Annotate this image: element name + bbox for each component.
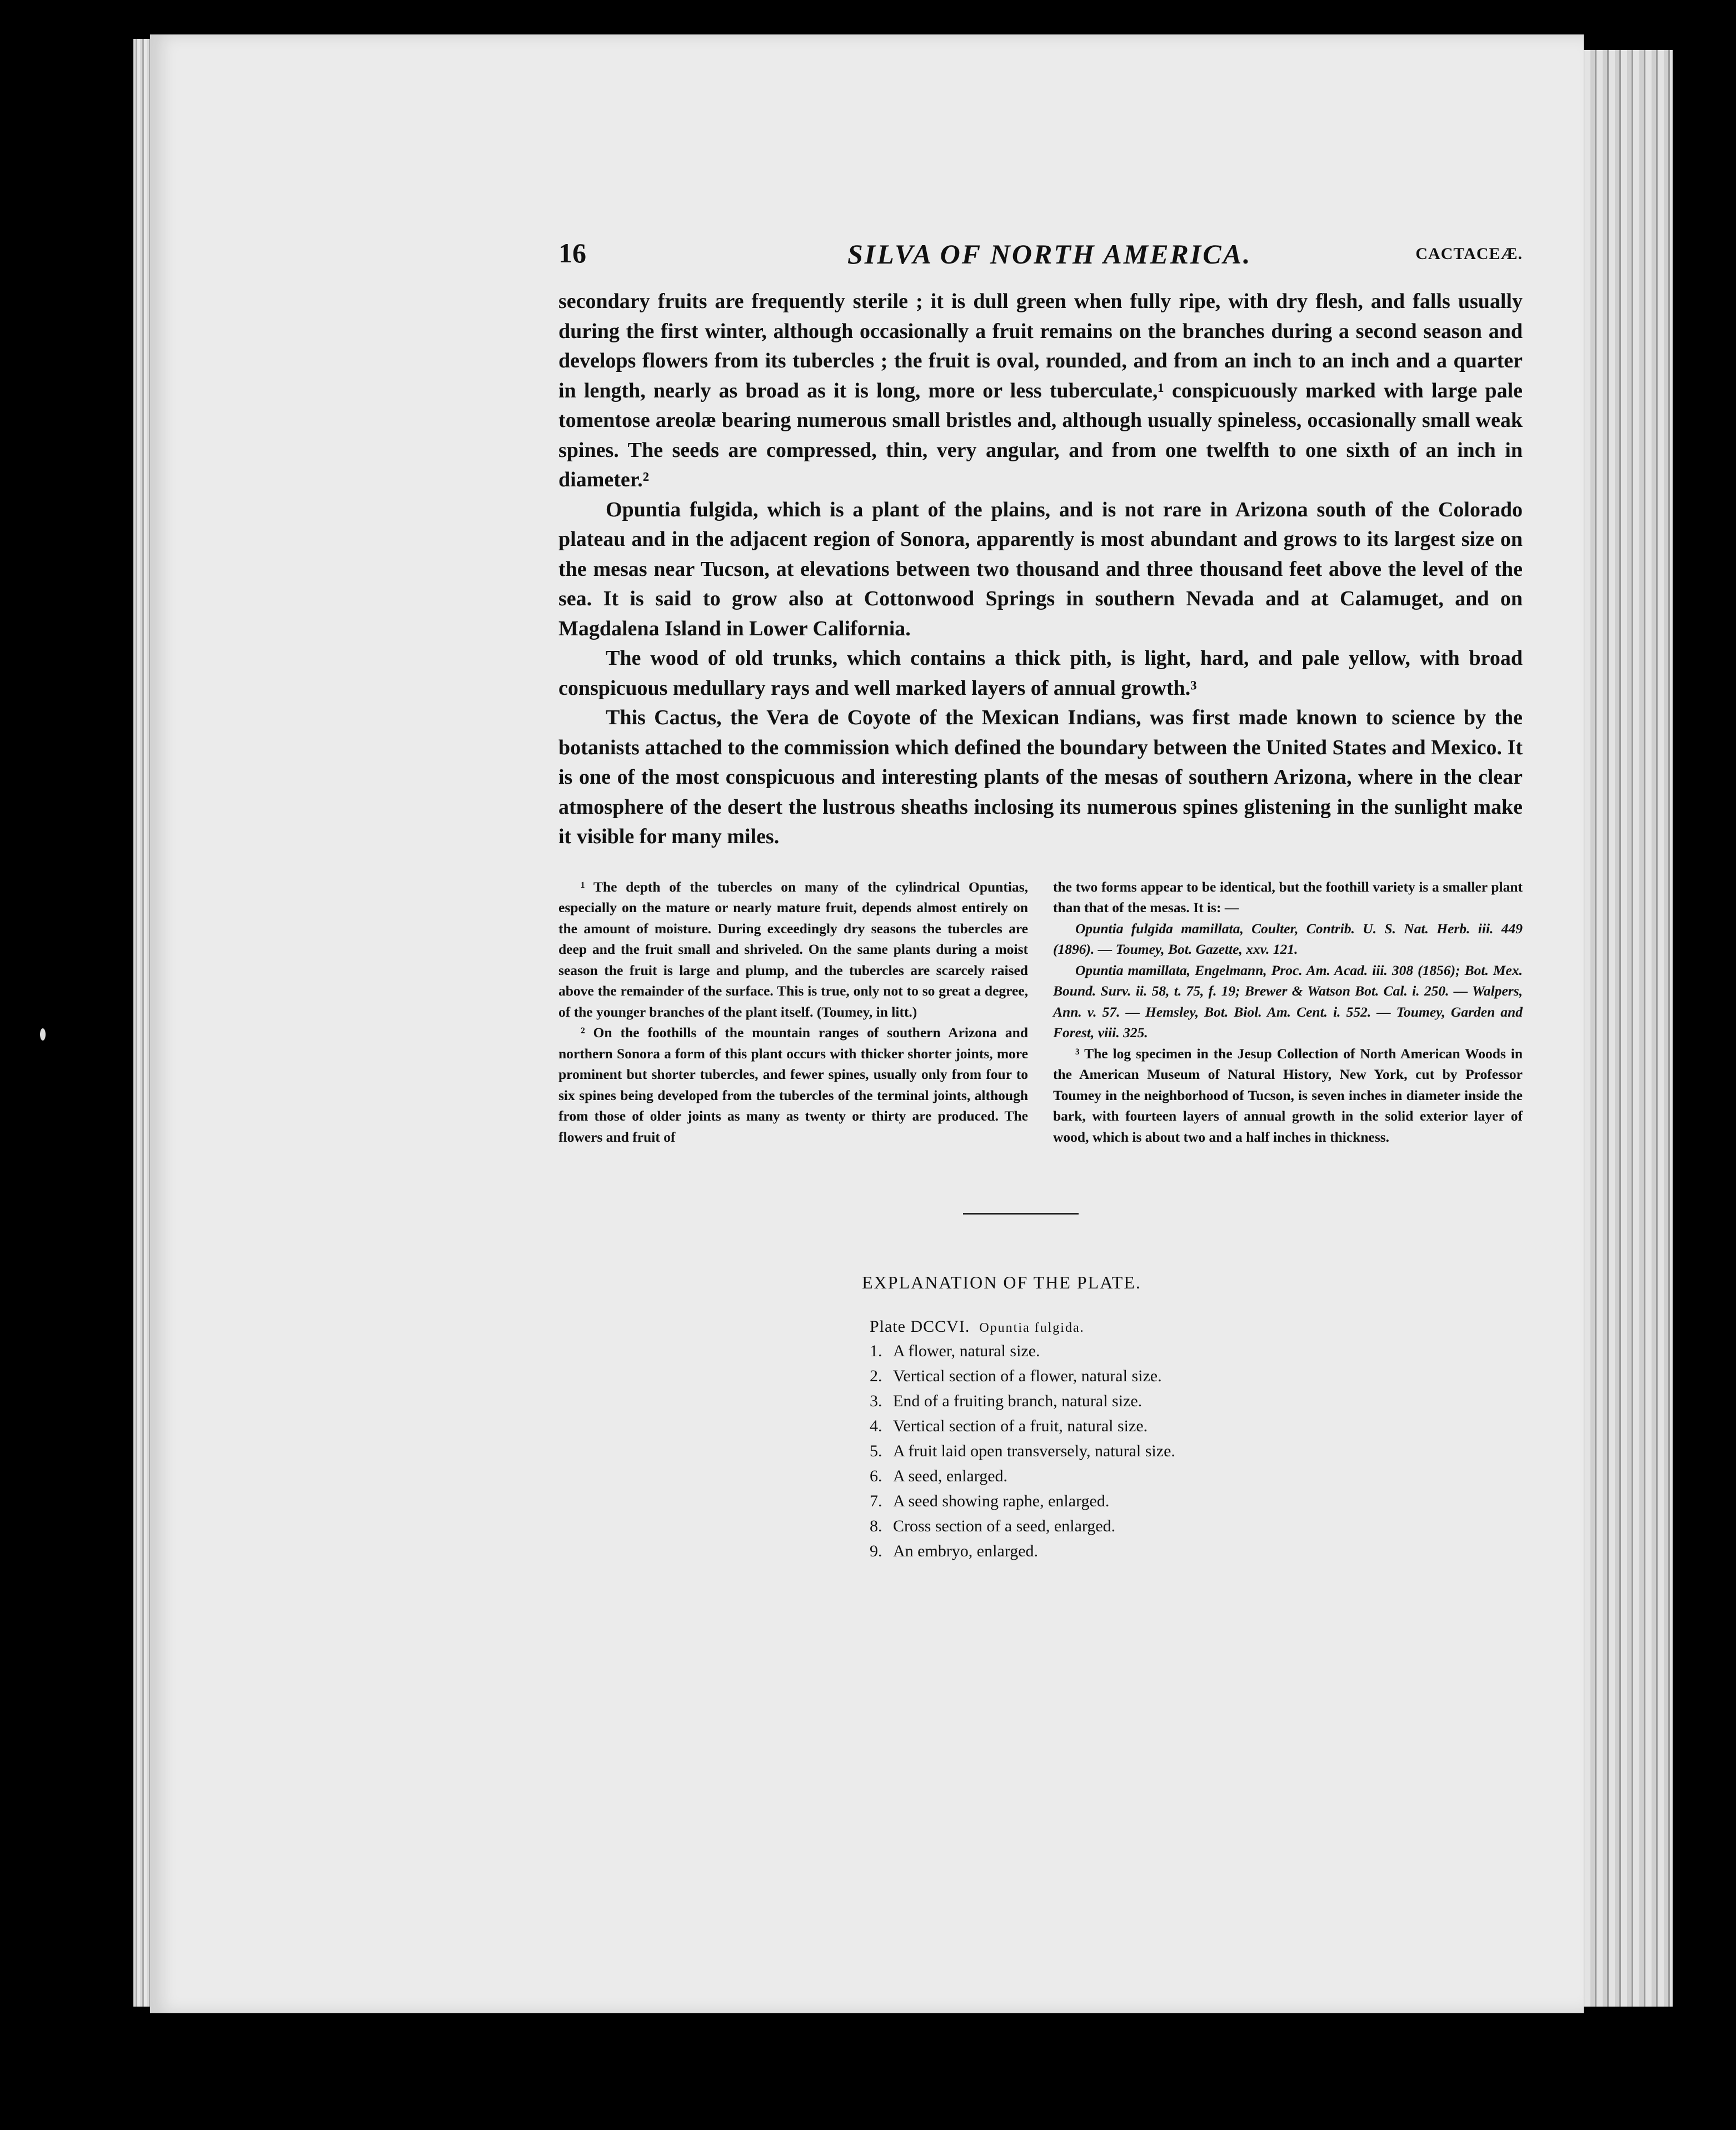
section-label: CACTACEÆ. bbox=[1415, 245, 1523, 263]
list-item bbox=[870, 1363, 1523, 1389]
list-item bbox=[870, 1439, 1523, 1464]
item-text: A seed, enlarged. bbox=[893, 1467, 1008, 1485]
item-text: A seed showing raphe, enlarged. bbox=[893, 1492, 1110, 1510]
list-item bbox=[870, 1489, 1523, 1514]
list-item bbox=[870, 1414, 1523, 1439]
section-divider bbox=[963, 1213, 1079, 1215]
item-number: 1. bbox=[870, 1342, 882, 1360]
list-item bbox=[870, 1464, 1523, 1489]
footnotes-left-column bbox=[558, 877, 1028, 1148]
footnote: ² On the foothills of the mountain ranges of southern Arizona and northern Sonora a form of this plant occurs with thicker shorter joints, more prominent but shorter tubercles, and fewer spines, usually only from four to six spines being developed from the tubercles of the terminal joints, although from those of older joints as many as twenty or thirty are produced. The flowers and fruit of bbox=[558, 1024, 1028, 1145]
page-number: 16 bbox=[558, 237, 586, 268]
paragraph: The wood of old trunks, which contains a thick pith, is light, hard, and pale yellow, with broad conspicuous medullary rays and well marked layers of annual growth.³ bbox=[558, 646, 1523, 700]
item-number: 8. bbox=[870, 1517, 882, 1535]
list-item bbox=[870, 1389, 1523, 1414]
footnote-citation: Opuntia mamillata, Engelmann, Proc. Am. Acad. iii. 308 (1856); Bot. Mex. Bound. Surv. ii. 58, t. 75, f. 19; Brewer & Watson Bot. Cal. i. 250. — Walpers, Ann. v. 57. — Hemsley, Bot. Biol. Am. Cent. i. 552. — Toumey, Garden and Forest, viii. 325. bbox=[1053, 962, 1523, 1041]
scan-speck bbox=[40, 1028, 46, 1041]
plate-heading bbox=[870, 1317, 1523, 1336]
list-item bbox=[870, 1338, 1523, 1363]
list-item bbox=[870, 1514, 1523, 1539]
running-title: SILVA OF NORTH AMERICA. bbox=[847, 238, 1252, 270]
explanation-title: EXPLANATION OF THE PLATE. bbox=[862, 1272, 1141, 1292]
item-number: 5. bbox=[870, 1442, 882, 1460]
plate-figure-list bbox=[870, 1338, 1523, 1564]
item-text: A flower, natural size. bbox=[893, 1342, 1040, 1360]
item-number: 7. bbox=[870, 1492, 882, 1510]
item-number: 2. bbox=[870, 1367, 882, 1385]
item-text: Vertical section of a fruit, natural size. bbox=[893, 1417, 1148, 1435]
item-number: 6. bbox=[870, 1467, 882, 1485]
list-item bbox=[870, 1539, 1523, 1564]
paragraph: secondary fruits are frequently sterile ; it is dull green when fully ripe, with dry flesh, and falls usually during the first winter, although occasionally a fruit remains on the branches during a second season and develops flowers from its tubercles ; the fruit is oval, rounded, and from an inch to an inch and a quarter in length, nearly as broad as it is long, more or less tuberculate,¹ conspicuously marked with large pale tomentose areolæ bearing numerous small bristles and, although usually spineless, occasionally small weak spines. The seeds are compressed, thin, very angular, and from one twelfth to one sixth of an inch in diameter.² bbox=[558, 290, 1523, 491]
item-text: End of a fruiting branch, natural size. bbox=[893, 1392, 1143, 1410]
page-content bbox=[558, 237, 1523, 1564]
paragraph: Opuntia fulgida, which is a plant of the plains, and is not rare in Arizona south of the Colorado plateau and in the adjacent region of Sonora, apparently is most abundant and grows to its largest size on the mesas near Tucson, at elevations between two thousand and three thousand feet above the level of the sea. It is said to grow also at Cottonwood Springs in southern Nevada and at Calamuget, and on Magdalena Island in Lower California. bbox=[558, 497, 1523, 640]
footnote: ¹ The depth of the tubercles on many of the cylindrical Opuntias, especially on the mature or nearly mature fruit, depends almost entirely on the amount of moisture. During exceedingly dry seasons the tubercles are deep and the fruit small and shriveled. On the same plants during a moist season the fruit is large and plump, and the tubercles are scarcely raised above the remainder of the surface. This is true, only not to so great a degree, of the younger branches of the plant itself. (Toumey, in litt.) bbox=[558, 878, 1028, 1020]
footnotes-right-column bbox=[1053, 877, 1523, 1148]
plate-explanation bbox=[870, 1317, 1523, 1564]
item-number: 3. bbox=[870, 1392, 882, 1410]
running-header bbox=[558, 237, 1523, 287]
paragraph: This Cactus, the Vera de Coyote of the Mexican Indians, was first made known to science by the botanists attached to the commission which defined the boundary between the United States and Mexico. It is one of the most conspicuous and interesting plants of the mesas of southern Arizona, where in the clear atmosphere of the desert the lustrous sheaths inclosing its numerous spines glistening in the sunlight make it visible for many miles. bbox=[558, 706, 1523, 848]
body-text bbox=[558, 287, 1523, 852]
item-text: A fruit laid open transversely, natural size. bbox=[893, 1442, 1175, 1460]
item-number: 4. bbox=[870, 1417, 882, 1435]
footnotes bbox=[558, 877, 1523, 1148]
item-text: Vertical section of a flower, natural size. bbox=[893, 1367, 1162, 1385]
plate-species: Opuntia fulgida. bbox=[979, 1321, 1085, 1335]
footnote: ³ The log specimen in the Jesup Collection of North American Woods in the American Museum of Natural History, New York, cut by Professor Toumey in the neighborhood of Tucson, is seven inches in diameter inside the bark, with fourteen layers of annual growth in the solid exterior layer of wood, which is about two and a half inches in thickness. bbox=[1053, 1045, 1523, 1145]
footnote-citation: Opuntia fulgida mamillata, Coulter, Contrib. U. S. Nat. Herb. iii. 449 (1896). — Toumey, Bot. Gazette, xxv. 121. bbox=[1053, 920, 1523, 957]
page-stack-edge bbox=[1578, 50, 1673, 2007]
plate-label: Plate DCCVI. bbox=[870, 1317, 970, 1336]
item-text: An embryo, enlarged. bbox=[893, 1542, 1039, 1560]
footnote: the two forms appear to be identical, but the foothill variety is a smaller plant than that of the mesas. It is: — bbox=[1053, 878, 1523, 915]
item-text: Cross section of a seed, enlarged. bbox=[893, 1517, 1116, 1535]
item-number: 9. bbox=[870, 1542, 882, 1560]
